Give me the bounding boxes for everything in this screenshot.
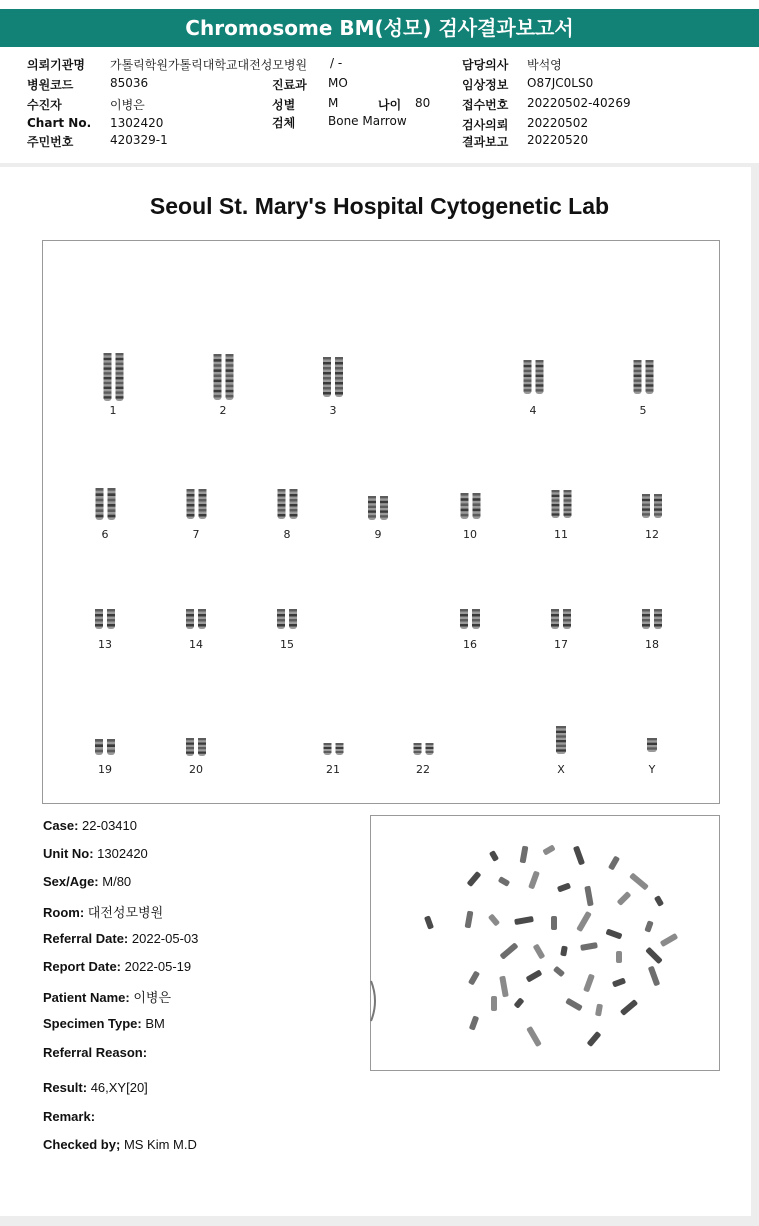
- sex-age-label: Sex/Age:: [43, 874, 99, 889]
- metaphase-chromosome: [605, 928, 622, 939]
- sex-age-line: [43, 874, 131, 889]
- checked-by-value: MS Kim M.D: [123, 1137, 197, 1152]
- unit-no-line: [43, 846, 148, 861]
- room-line: [43, 902, 163, 921]
- case-value: 22-03410: [82, 818, 137, 833]
- chromosome-pair-7: [176, 488, 217, 520]
- chromosome-label-20: 20: [189, 763, 203, 776]
- metaphase-chromosome: [488, 913, 500, 926]
- clinical-info-value: O87JC0LS0: [527, 76, 594, 90]
- result-value: 46,XY[20]: [90, 1080, 148, 1095]
- chromosome-pair-1: [85, 352, 142, 402]
- doctor-label: 담당의사: [462, 58, 509, 72]
- page-margin-bottom: [0, 1216, 759, 1226]
- department-label: 진료과: [272, 78, 307, 92]
- case-label: Case:: [43, 818, 79, 833]
- specimen-type-line: [43, 1016, 165, 1031]
- metaphase-chromosome: [645, 947, 663, 965]
- chromosome-label-9: 9: [374, 528, 382, 541]
- metaphase-chromosome: [465, 911, 474, 929]
- resident-no-value: 420329-1: [110, 133, 168, 147]
- metaphase-chromosome: [528, 871, 540, 890]
- clinical-info-label: 임상정보: [462, 78, 509, 92]
- referral-date-value: 2022-05-03: [131, 931, 199, 946]
- chromosome-label-13: 13: [98, 638, 112, 651]
- chromosome-label-15: 15: [280, 638, 294, 651]
- remark-line: [43, 1109, 95, 1124]
- metaphase-chromosome: [560, 946, 568, 957]
- report-date-value: 2022-05-19: [124, 959, 192, 974]
- institution-value: 가톨릭학원가톨릭대학교대전성모병원: [110, 58, 308, 72]
- metaphase-chromosome: [608, 855, 620, 870]
- patient-label: 수진자: [27, 98, 62, 112]
- chromosome-pair-13: [89, 608, 121, 630]
- patient-name-line: [43, 987, 171, 1006]
- chromosome-pair-2: [196, 353, 251, 401]
- nucleus-edge: [371, 981, 375, 1021]
- chromosome-label-3: 3: [329, 404, 337, 417]
- chromosome-label-16: 16: [463, 638, 477, 651]
- patient-name-label: Patient Name:: [43, 990, 130, 1005]
- chromosome-label-7: 7: [192, 528, 200, 541]
- chromosome-pair-3: [308, 356, 358, 398]
- metaphase-chromosome: [584, 886, 593, 907]
- age-value: 80: [415, 96, 431, 110]
- report-date-label: Report Date:: [43, 959, 122, 974]
- metaphase-chromosome: [587, 1031, 602, 1047]
- metaphase-chromosome: [499, 942, 518, 959]
- metaphase-chromosome: [644, 920, 653, 932]
- chromosome-pair-16: [454, 608, 486, 630]
- sex-value: M: [328, 96, 339, 110]
- chromosome-pair-11: [542, 489, 581, 519]
- metaphase-image: [370, 815, 720, 1071]
- metaphase-chromosome: [533, 944, 546, 960]
- result-label: Result:: [43, 1080, 88, 1095]
- metaphase-chromosome: [557, 882, 571, 892]
- metaphase-chromosome: [648, 966, 660, 987]
- chromosome-label-22: 22: [416, 763, 430, 776]
- institution-label: 의뢰기관명: [27, 58, 85, 72]
- metaphase-chromosome: [469, 1015, 479, 1030]
- hospital-code-value: 85036: [110, 76, 149, 90]
- chromosome-label-6: 6: [101, 528, 109, 541]
- metaphase-chromosome: [498, 876, 511, 887]
- result-line: [43, 1080, 148, 1095]
- chromosome-pair-y: [643, 737, 661, 753]
- specimen-type-value: BM: [145, 1016, 165, 1031]
- doctor-value: 박석영: [527, 58, 562, 72]
- metaphase-chromosome: [553, 966, 565, 978]
- patient-value: 이병은: [110, 98, 145, 112]
- metaphase-chromosome: [499, 976, 509, 998]
- metaphase-chromosome: [595, 1004, 603, 1017]
- metaphase-chromosome: [576, 911, 592, 932]
- metaphase-chromosome: [616, 951, 622, 963]
- chromosome-label-18: 18: [645, 638, 659, 651]
- chromosome-label-1: 1: [109, 404, 117, 417]
- chromosome-pair-19: [91, 738, 119, 756]
- chromosome-pair-21: [321, 742, 346, 756]
- result-report-label: 결과보고: [462, 135, 509, 149]
- chromosome-label-12: 12: [645, 528, 659, 541]
- metaphase-chromosome: [573, 846, 585, 866]
- chromosome-label-10: 10: [463, 528, 477, 541]
- metaphase-chromosome: [491, 996, 497, 1011]
- chromosome-pair-6: [84, 487, 127, 521]
- receipt-no-value: 20220502-40269: [527, 96, 631, 110]
- request-date-label: 검사의뢰: [462, 118, 509, 132]
- metaphase-spread: [371, 816, 719, 1070]
- department-separator: / -: [330, 56, 343, 70]
- metaphase-chromosome: [489, 850, 499, 862]
- chromosome-label-2: 2: [219, 404, 227, 417]
- chromosome-pair-14: [180, 608, 212, 630]
- sex-age-value: M/80: [102, 874, 132, 889]
- chromosome-pair-x: [552, 725, 570, 755]
- room-value: 대전성모병원: [87, 905, 164, 920]
- chromosome-label-4: 4: [529, 404, 537, 417]
- metaphase-chromosome: [467, 871, 482, 887]
- page-margin-right: [751, 167, 759, 1217]
- chromosome-label-21: 21: [326, 763, 340, 776]
- chromosome-pair-5: [621, 359, 666, 395]
- metaphase-chromosome: [620, 999, 638, 1016]
- metaphase-chromosome: [654, 895, 664, 907]
- metaphase-chromosome: [583, 974, 595, 993]
- metaphase-chromosome: [612, 977, 626, 987]
- metaphase-chromosome: [551, 916, 557, 930]
- result-report-value: 20220520: [527, 133, 589, 147]
- chromosome-pair-20: [181, 737, 211, 757]
- chromosome-pair-12: [634, 493, 670, 519]
- chromosome-label-14: 14: [189, 638, 203, 651]
- patient-name-value: 이병은: [133, 990, 172, 1005]
- metaphase-chromosome: [565, 998, 583, 1012]
- referral-date-line: [43, 931, 198, 946]
- referral-reason-line: [43, 1045, 147, 1060]
- case-line: [43, 818, 137, 833]
- unit-no-label: Unit No:: [43, 846, 94, 861]
- age-label: 나이: [378, 98, 402, 112]
- chromosome-pair-22: [411, 742, 436, 756]
- chromosome-pair-10: [452, 492, 489, 520]
- remark-label: Remark:: [43, 1109, 96, 1124]
- report-date-line: [43, 959, 191, 974]
- chromosome-label-5: 5: [639, 404, 647, 417]
- room-label: Room:: [43, 905, 85, 920]
- chromosome-label-x: X: [557, 763, 565, 776]
- chromosome-label-11: 11: [554, 528, 568, 541]
- metaphase-chromosome: [520, 846, 529, 864]
- receipt-no-label: 접수번호: [462, 98, 509, 112]
- chart-no-label: Chart No.: [27, 116, 92, 130]
- referral-date-label: Referral Date:: [43, 931, 129, 946]
- metaphase-chromosome: [617, 891, 632, 906]
- chromosome-pair-4: [511, 359, 556, 395]
- specimen-value: Bone Marrow: [328, 114, 407, 128]
- specimen-type-label: Specimen Type:: [43, 1016, 142, 1031]
- specimen-label: 검체: [272, 116, 296, 130]
- checked-by-line: [43, 1137, 197, 1152]
- chromosome-pair-15: [271, 608, 303, 630]
- chromosome-pair-17: [545, 608, 577, 630]
- metaphase-chromosome: [629, 872, 649, 890]
- metaphase-chromosome: [580, 942, 598, 951]
- chromosome-label-17: 17: [554, 638, 568, 651]
- chart-no-value: 1302420: [110, 116, 164, 130]
- metaphase-chromosome: [526, 1026, 542, 1047]
- sex-label: 성별: [272, 98, 296, 112]
- request-date-value: 20220502: [527, 116, 589, 130]
- metaphase-chromosome: [514, 916, 534, 925]
- checked-by-label: Checked by;: [43, 1137, 121, 1152]
- unit-no-value: 1302420: [97, 846, 148, 861]
- referral-reason-label: Referral Reason:: [43, 1045, 148, 1060]
- chromosome-label-19: 19: [98, 763, 112, 776]
- chromosome-pair-18: [636, 608, 668, 630]
- department-value: MO: [328, 76, 348, 90]
- chromosome-label-y: Y: [648, 763, 656, 776]
- chromosome-pair-9: [360, 495, 396, 521]
- chromosome-pair-8: [267, 488, 308, 520]
- metaphase-chromosome: [424, 915, 434, 929]
- metaphase-chromosome: [542, 844, 555, 855]
- header-divider: [0, 163, 759, 167]
- report-title: Chromosome BM(성모) 검사결과보고서: [0, 9, 759, 47]
- resident-no-label: 주민번호: [27, 135, 74, 149]
- chromosome-label-8: 8: [283, 528, 291, 541]
- lab-title: Seoul St. Mary's Hospital Cytogenetic Lab: [149, 193, 610, 219]
- metaphase-chromosome: [660, 933, 679, 947]
- karyogram-image: [42, 240, 720, 804]
- hospital-code-label: 병원코드: [27, 78, 74, 92]
- metaphase-chromosome: [468, 970, 480, 985]
- metaphase-chromosome: [513, 997, 524, 1009]
- metaphase-chromosome: [526, 969, 543, 982]
